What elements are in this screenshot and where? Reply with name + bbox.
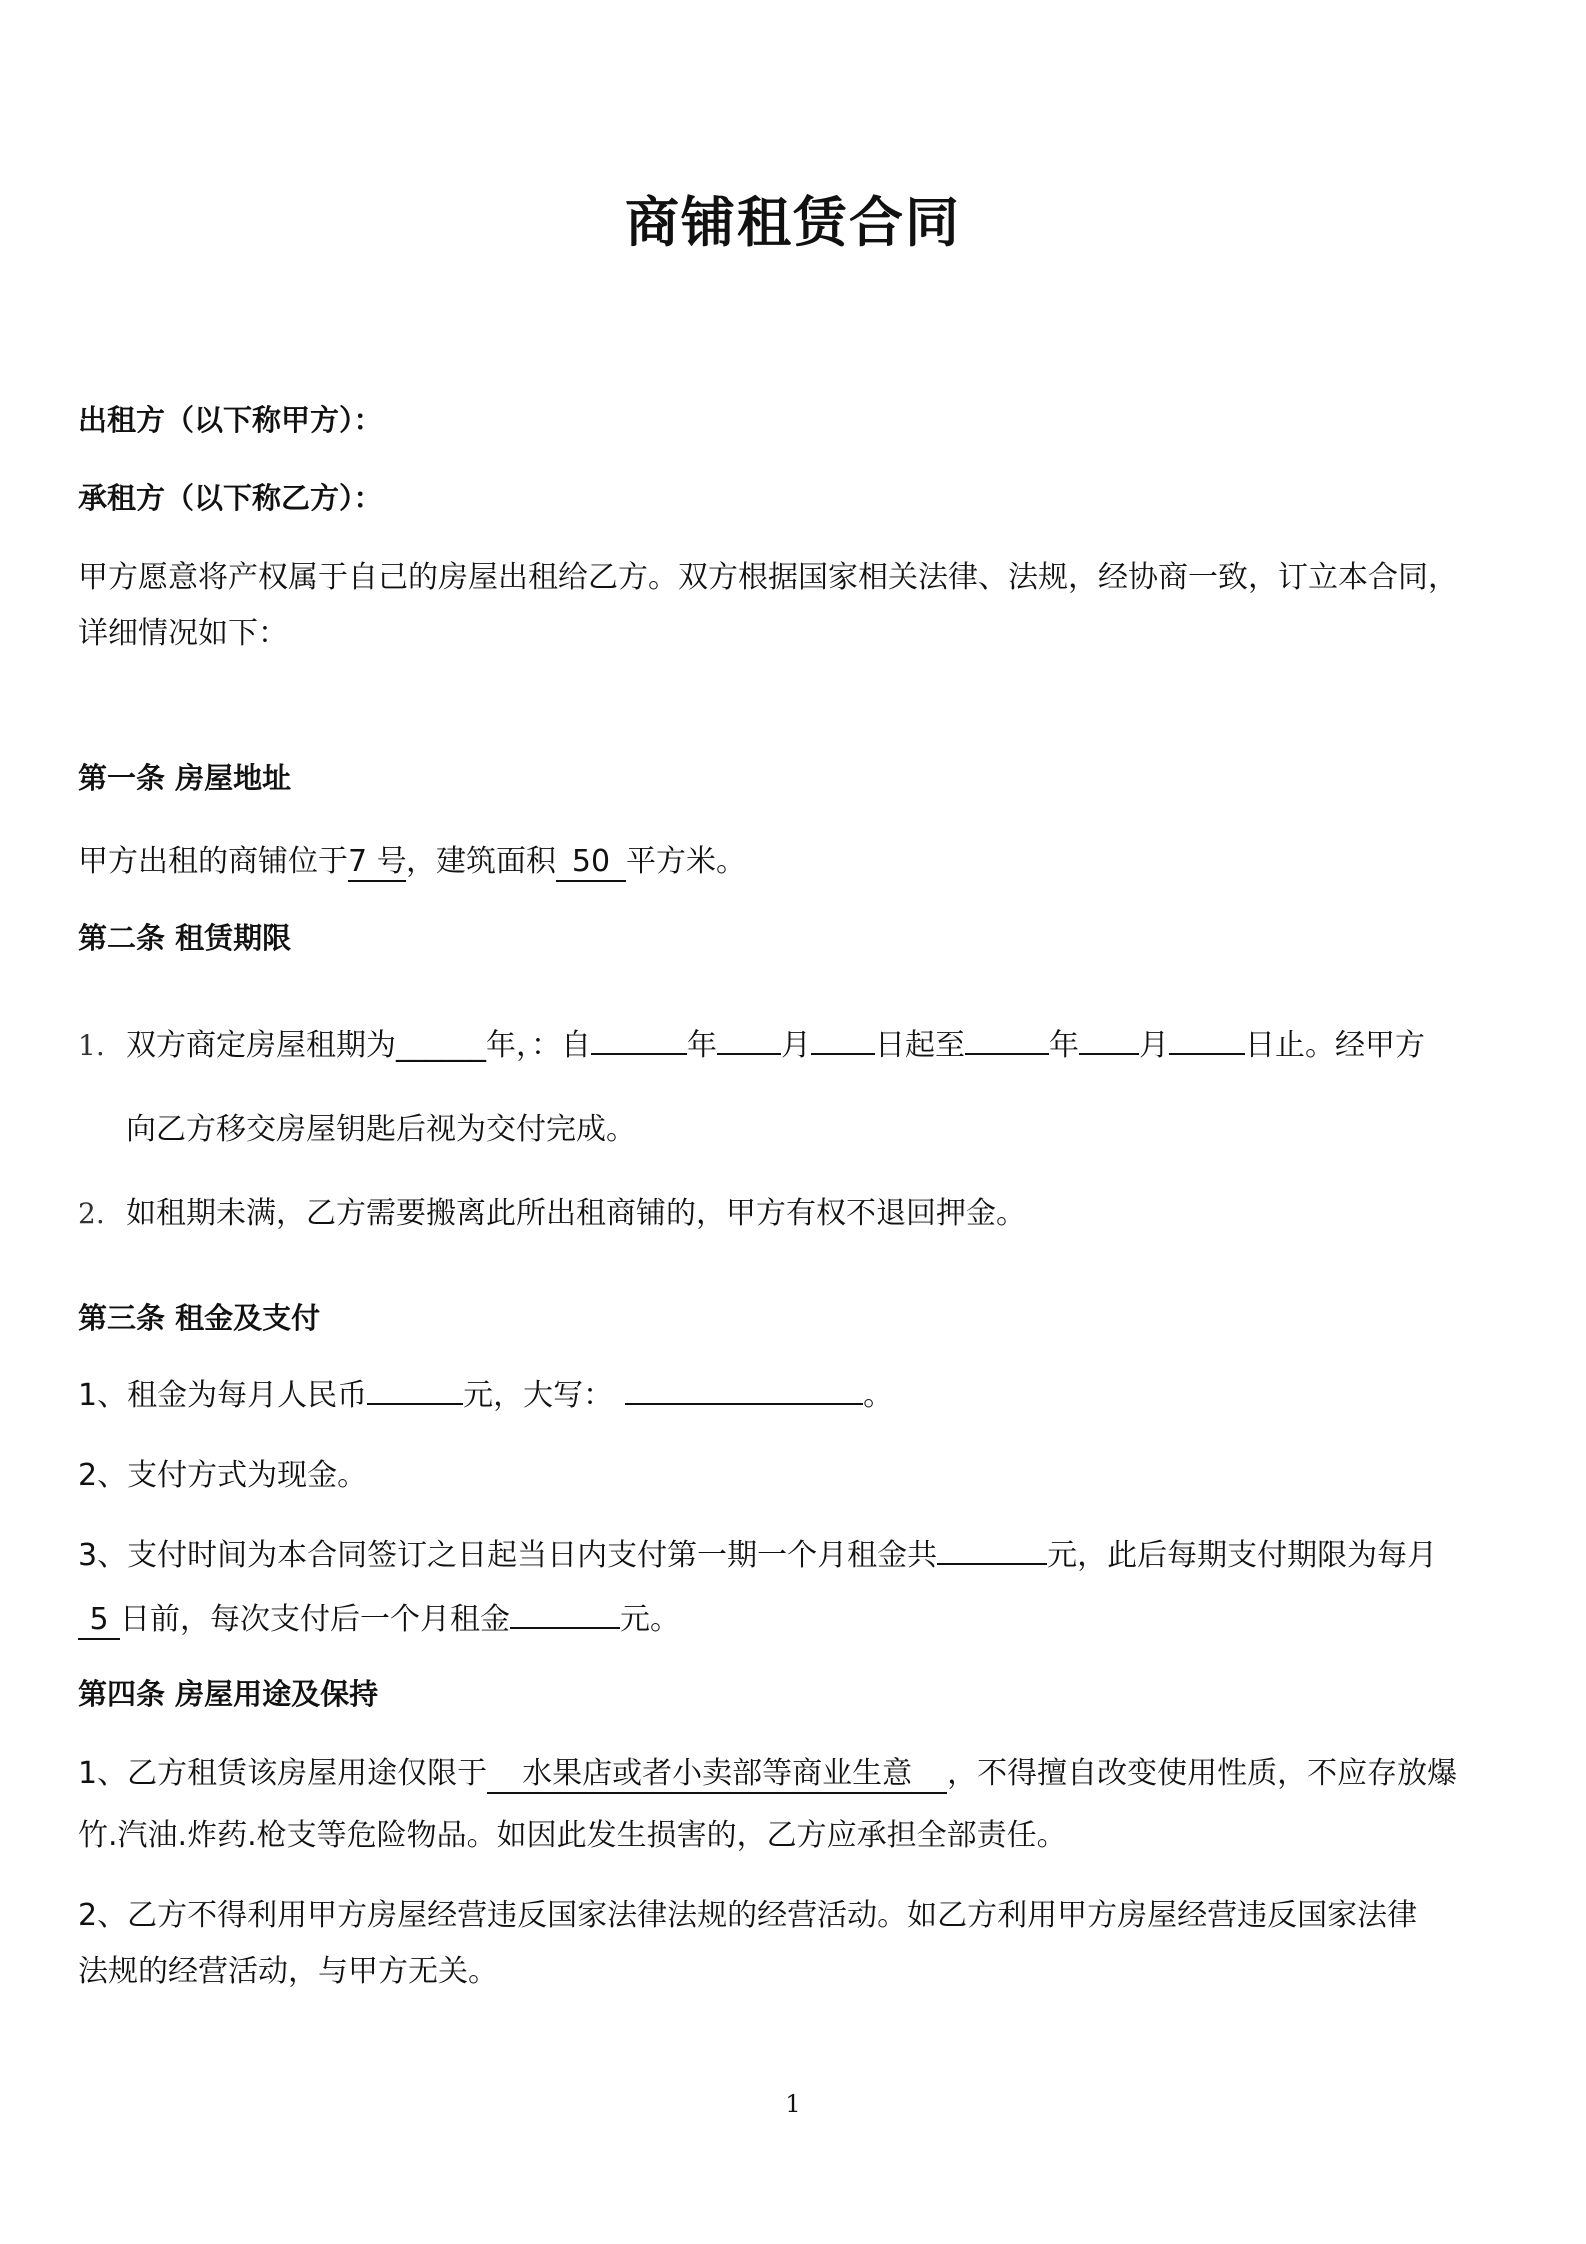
rent-text-c: 。 [863,1378,894,1413]
item-number: 1. [78,1029,105,1062]
page-title: 商铺租赁合同 [625,191,961,254]
early-termination-text: 如租期未满，乙方需要搬离此所出租商铺的，甲方有权不退回押金。 [126,1196,1026,1231]
payment-day-field: 5 [78,1602,120,1640]
address-field: 7 号 [348,844,406,882]
end-month-blank [1079,1053,1139,1055]
usage-field: 水果店或者小卖部等商业生意 [487,1756,947,1794]
payment-time-text-b: 元，此后每期支付期限为每月 [1047,1538,1438,1573]
month-label: 月 [781,1028,811,1063]
payment-time-text-c: 日前，每次支付后一个月租金 [120,1602,510,1637]
area-field: 50 [556,844,626,882]
usage-text-b: ，不得擅自改变使用性质，不应存放爆 [947,1756,1458,1791]
page-number: 1 [785,2090,801,2118]
lease-term-text: 双方商定房屋租期为______年，：自 [126,1028,591,1063]
article-3-item-1 [78,1376,893,1416]
article-3-item-3-cont [78,1600,680,1640]
party-b-label: 承租方（以下称乙方）： [78,481,383,515]
article-4-item-1 [78,1754,1457,1794]
start-month-blank [717,1053,781,1055]
article-1-text-c: 平方米。 [626,844,746,879]
article-2-heading: 第二条 租赁期限 [78,921,292,955]
intro-line-2: 详细情况如下： [78,616,288,651]
payment-time-text: 3、支付时间为本合同签订之日起当日内支付第一期一个月租金共 [78,1538,938,1573]
rent-words-blank [625,1403,863,1405]
payment-time-text-d: 元。 [620,1602,680,1637]
article-4-item-1-cont: 竹.汽油.炸药.枪支等危险物品。如因此发生损害的，乙方应承担全部责任。 [78,1818,1067,1853]
usage-text: 1、乙方租赁该房屋用途仅限于 [78,1756,488,1791]
article-2-item-2 [78,1194,1026,1234]
intro-line-1: 甲方愿意将产权属于自己的房屋出租给乙方。双方根据国家相关法律、法规，经协商一致，订立本合同， [78,560,1458,595]
rent-text-b: 元，大写： [463,1378,614,1413]
first-payment-blank [937,1563,1047,1565]
article-1-text [78,842,746,882]
month-label-2: 月 [1139,1028,1169,1063]
start-year-blank [591,1053,687,1055]
rent-text: 1、租金为每月人民币 [78,1378,368,1413]
end-year-blank [965,1053,1049,1055]
article-3-heading: 第三条 租金及支付 [78,1301,321,1335]
end-day-blank [1169,1053,1245,1055]
year-label-2: 年 [1049,1028,1079,1063]
article-3-item-3 [78,1536,1437,1576]
article-1-text-b: ，建筑面积 [406,844,556,879]
article-1-text-a: 甲方出租的商铺位于 [78,844,348,879]
article-1-heading: 第一条 房屋地址 [78,761,292,795]
article-4-heading: 第四条 房屋用途及保持 [78,1677,379,1711]
day-from-label: 日起至 [875,1028,965,1063]
year-label: 年 [687,1028,717,1063]
monthly-payment-blank [510,1627,620,1629]
rent-amount-blank [367,1403,463,1405]
article-3-item-2: 2、支付方式为现金。 [78,1458,368,1493]
article-2-item-1-cont: 向乙方移交房屋钥匙后视为交付完成。 [126,1112,636,1147]
article-4-item-2: 2、乙方不得利用甲方房屋经营违反国家法律法规的经营活动。如乙方利用甲方房屋经营违反国家法律 [78,1898,1418,1933]
day-to-label: 日止。经甲方 [1245,1028,1425,1063]
party-a-label: 出租方（以下称甲方）： [78,403,383,437]
article-2-item-1 [78,1026,1425,1066]
item-number: 2. [78,1197,105,1230]
start-day-blank [811,1053,875,1055]
article-4-item-2-cont: 法规的经营活动，与甲方无关。 [78,1954,498,1989]
